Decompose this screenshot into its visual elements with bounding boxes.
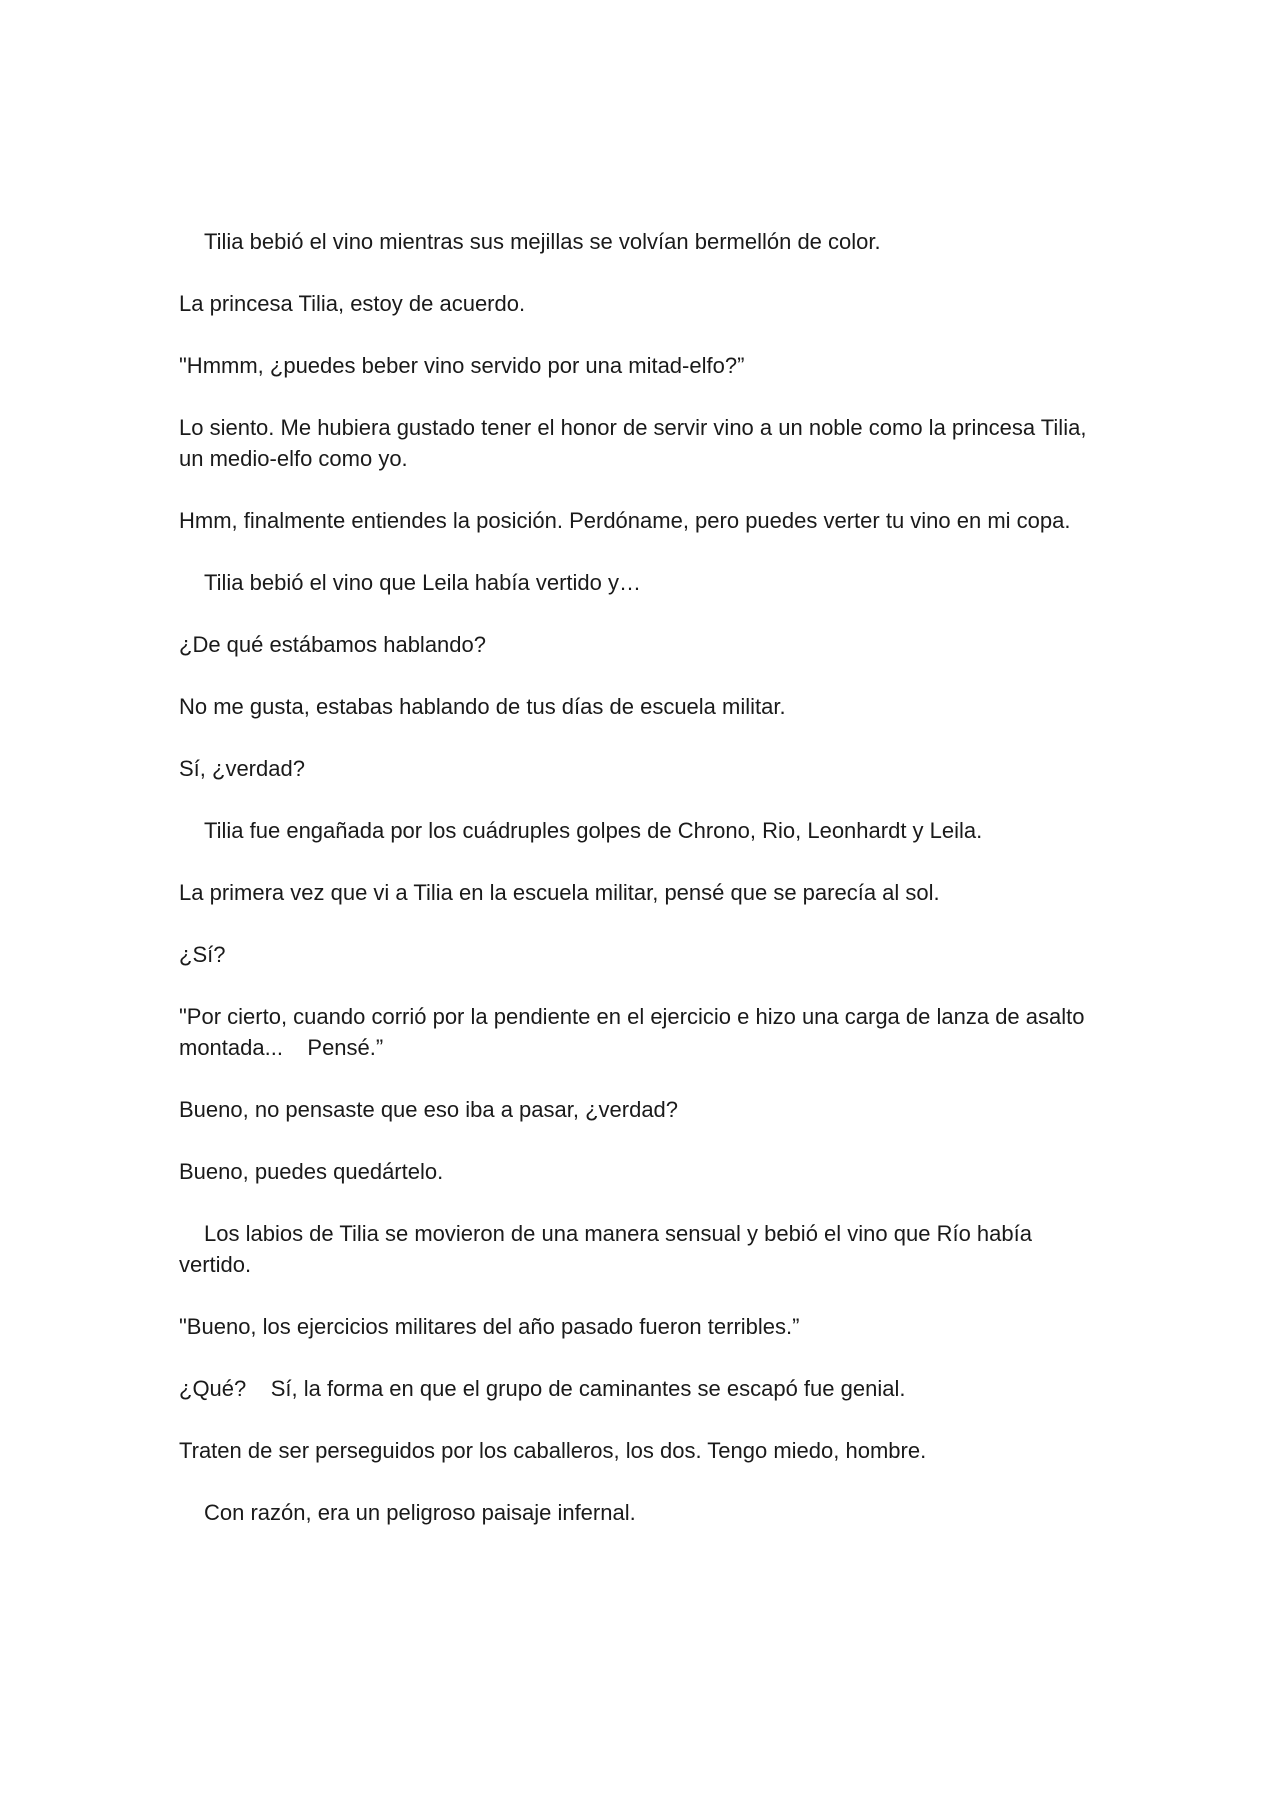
paragraph: Los labios de Tilia se movieron de una manera sensual y bebió el vino que Río había vertido. [179,1221,1039,1277]
paragraph: Bueno, no pensaste que eso iba a pasar, ¿verdad? [179,1097,679,1122]
paragraph: Con razón, era un peligroso paisaje infernal. [204,1500,636,1525]
paragraph: Tilia bebió el vino mientras sus mejillas se volvían bermellón de color. [204,229,881,254]
paragraph: Bueno, puedes quedártelo. [179,1159,444,1184]
paragraph: Sí, ¿verdad? [179,756,305,781]
paragraph: Lo siento. Me hubiera gustado tener el honor de servir vino a un noble como la princesa Tilia, un medio-elfo como yo. [179,415,1093,471]
paragraph: ¿Sí? [179,942,226,967]
paragraph: Tilia fue engañada por los cuádruples golpes de Chrono, Rio, Leonhardt y Leila. [204,818,983,843]
document-body [179,226,1099,1559]
paragraph: Traten de ser perseguidos por los caballeros, los dos. Tengo miedo, hombre. [179,1438,927,1463]
paragraph: No me gusta, estabas hablando de tus días de escuela militar. [179,694,786,719]
paragraph: Hmm, finalmente entiendes la posición. Perdóname, pero puedes verter tu vino en mi copa. [179,508,1071,533]
paragraph: La primera vez que vi a Tilia en la escuela militar, pensé que se parecía al sol. [179,880,940,905]
paragraph: ¿De qué estábamos hablando? [179,632,486,657]
paragraph: ¿Qué? Sí, la forma en que el grupo de caminantes se escapó fue genial. [179,1376,906,1401]
paragraph: "Hmmm, ¿puedes beber vino servido por una mitad-elfo?” [179,353,745,378]
paragraph: La princesa Tilia, estoy de acuerdo. [179,291,526,316]
paragraph: "Por cierto, cuando corrió por la pendiente en el ejercicio e hizo una carga de lanza de asalto montada... Pensé.” [179,1004,1091,1060]
paragraph: Tilia bebió el vino que Leila había vertido y… [204,570,642,595]
paragraph: "Bueno, los ejercicios militares del año pasado fueron terribles.” [179,1314,800,1339]
